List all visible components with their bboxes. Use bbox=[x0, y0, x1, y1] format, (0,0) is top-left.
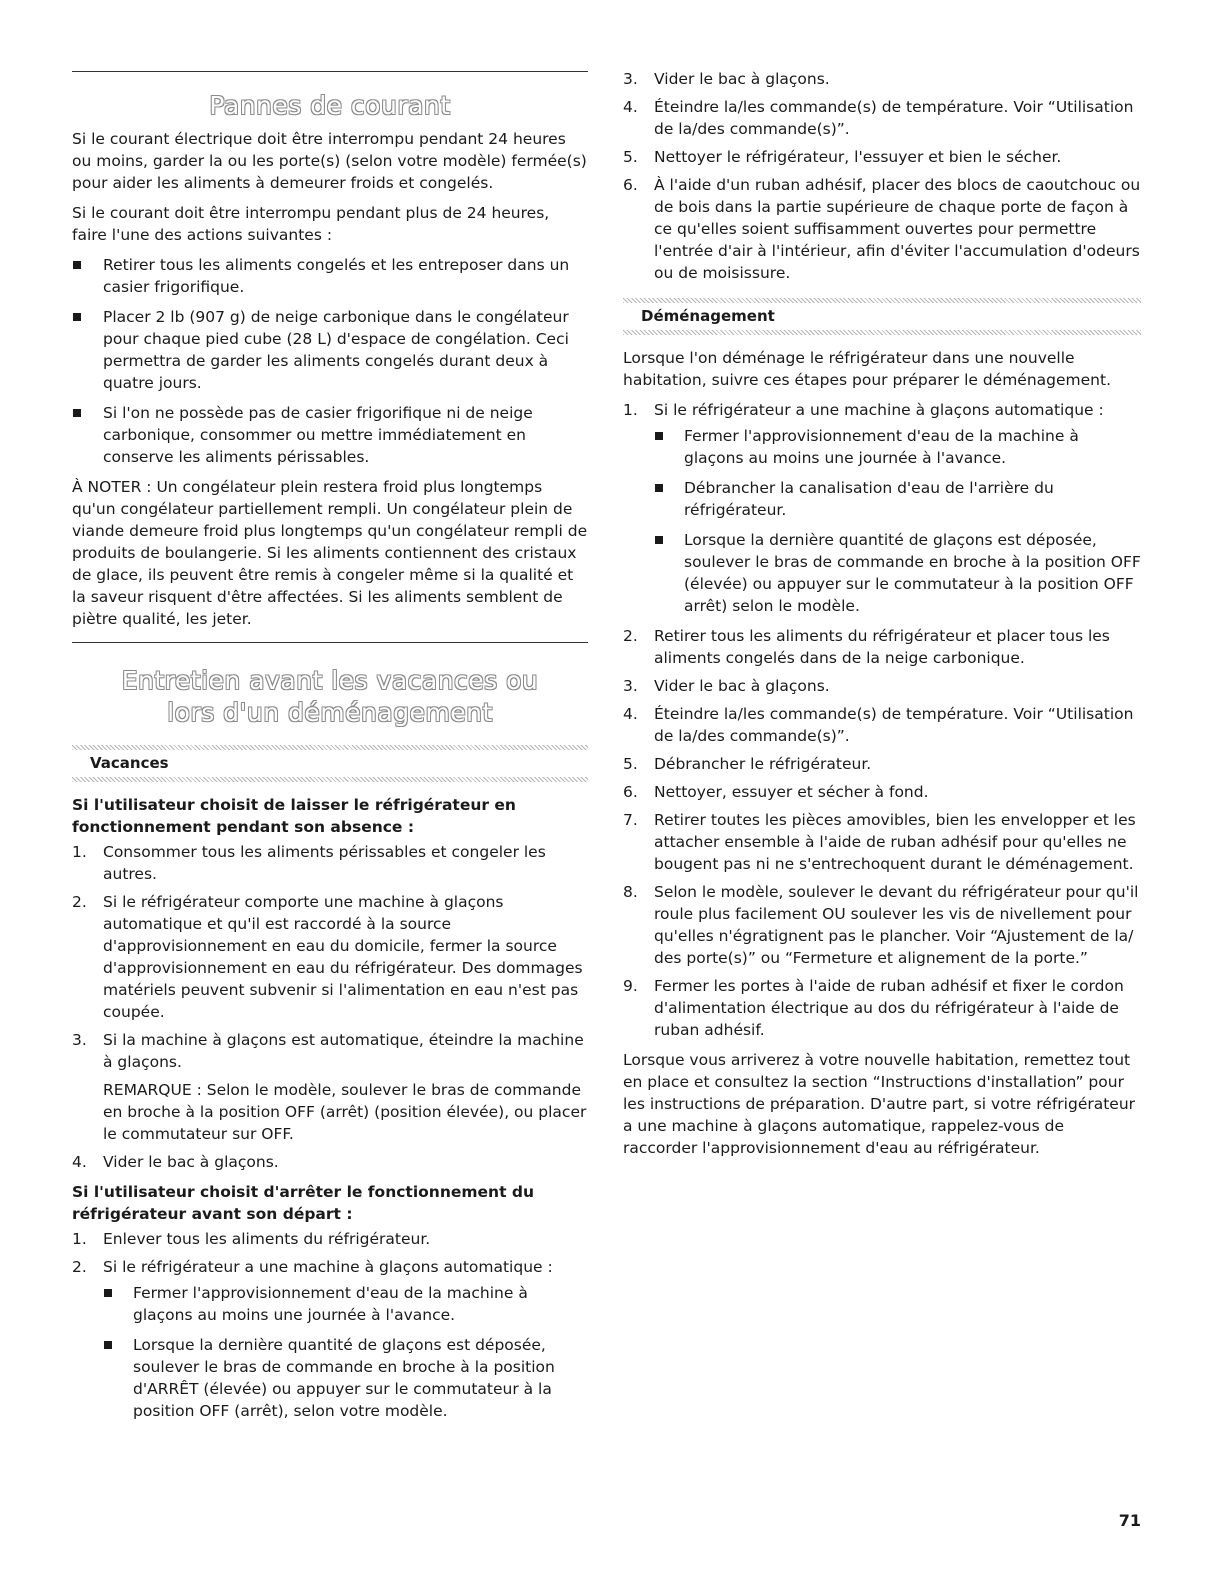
list-item: Placer 2 lb (907 g) de neige carbonique dans le congélateur pour chaque pied cube (28 L) d'espace de congélation. Ceci permettra de garder les aliments congelés durant deux à quatre jours. bbox=[72, 306, 588, 394]
section-title-pannes: Pannes de courant bbox=[209, 91, 451, 120]
list-item bbox=[623, 625, 1141, 669]
numbered-list bbox=[72, 1228, 588, 1422]
item-text: À l'aide d'un ruban adhésif, placer des blocs de caoutchouc ou de bois dans la partie supérieure de chaque porte de façon à ce qu'elles soient suffisamment ouvertes pour permettre l'entrée d'air à l'intérieur, afin d'éviter l'accumulation d'odeurs ou de moisissure. bbox=[654, 176, 1141, 282]
section-rule bbox=[72, 642, 588, 643]
list-item bbox=[623, 753, 1141, 775]
list-item bbox=[72, 1256, 588, 1422]
item-text: Vider le bac à glaçons. bbox=[103, 1153, 279, 1171]
lead-paragraph: Si l'utilisateur choisit de laisser le réfrigérateur en fonctionnement pendant son absence : bbox=[72, 796, 516, 836]
item-number: 6. bbox=[623, 783, 638, 801]
list-item bbox=[72, 1151, 588, 1173]
remarque bbox=[103, 1079, 588, 1145]
list-item bbox=[623, 96, 1141, 140]
item-number: 6. bbox=[623, 176, 638, 194]
item-text: Enlever tous les aliments du réfrigérateur. bbox=[103, 1230, 431, 1248]
list-item bbox=[623, 703, 1141, 747]
note-text: Un congélateur plein restera froid plus longtemps qu'un congélateur partiellement rempli. Un congélateur plein de viande demeure froid plus longtemps qu'un congélateur rempli de produits de boulangerie. Si les aliments contiennent des cristaux de glace, ils peuvent être remis à congeler même si la qualité et la saveur risquent d'être affectées. Si les aliments semblent de piètre qualité, les jeter. bbox=[72, 478, 588, 628]
list-item bbox=[72, 891, 588, 1023]
remarque-text: Selon le modèle, soulever le bras de commande en broche à la position OFF (arrêt) (position élevée), ou placer le commutateur sur OFF. bbox=[103, 1081, 587, 1143]
section-title-entretien-line1: Entretien avant les vacances ou bbox=[121, 666, 539, 695]
item-number: 9. bbox=[623, 977, 638, 995]
left-column bbox=[72, 0, 588, 1430]
list-item bbox=[623, 174, 1141, 284]
list-item: Si l'on ne possède pas de casier frigorifique ni de neige carbonique, consommer ou mettre immédiatement en conserve les aliments périssables. bbox=[72, 402, 588, 468]
item-text: Retirer toutes les pièces amovibles, bien les envelopper et les attacher ensemble à l'aide de ruban adhésif pour qu'elles ne bougent pas ni ne s'entrechoquent durant le déménagement. bbox=[654, 811, 1136, 873]
item-text: Si la machine à glaçons est automatique, éteindre la machine à glaçons. bbox=[103, 1031, 584, 1071]
item-number: 4. bbox=[72, 1153, 87, 1171]
bullet-list bbox=[103, 1282, 588, 1422]
item-number: 3. bbox=[72, 1031, 87, 1049]
item-text: Si le réfrigérateur a une machine à glaçons automatique : bbox=[654, 401, 1104, 419]
item-text: Vider le bac à glaçons. bbox=[654, 677, 830, 695]
item-text: Si le réfrigérateur comporte une machine à glaçons automatique et qu'il est raccordé à la source d'approvisionnement en eau du domicile, fermer la source d'approvisionnement en eau du réfrigérateur. Des dommages matériels peuvent subvenir si l'alimentation en eau n'est pas coupée. bbox=[103, 893, 583, 1021]
note-paragraph bbox=[72, 476, 588, 630]
subhead-bar bbox=[623, 330, 1141, 335]
item-number: 1. bbox=[623, 401, 638, 419]
item-number: 1. bbox=[72, 1230, 87, 1248]
list-item bbox=[623, 809, 1141, 875]
paragraph: Lorsque l'on déménage le réfrigérateur dans une nouvelle habitation, suivre ces étapes pour préparer le déménagement. bbox=[623, 349, 1112, 389]
item-number: 4. bbox=[623, 705, 638, 723]
list-item: Retirer tous les aliments congelés et les entreposer dans un casier frigorifique. bbox=[72, 254, 588, 298]
item-text: Nettoyer le réfrigérateur, l'essuyer et bien le sécher. bbox=[654, 148, 1062, 166]
item-text: Éteindre la/les commande(s) de température. Voir “Utilisation de la/des commande(s)”. bbox=[654, 98, 1134, 138]
item-number: 3. bbox=[623, 677, 638, 695]
subhead-bar bbox=[72, 777, 588, 782]
right-column bbox=[623, 0, 1141, 1167]
bullet-list bbox=[72, 254, 588, 468]
page-number: 71 bbox=[1118, 1511, 1141, 1530]
list-item bbox=[72, 1228, 588, 1250]
paragraph: Lorsque vous arriverez à votre nouvelle habitation, remettez tout en place et consultez la section “Instructions d'installation” pour les instructions de préparation. D'autre part, si votre réfrigérateur a une machine à glaçons automatique, rappelez-vous de raccorder l'approvisionnement d'eau au réfrigérateur. bbox=[623, 1051, 1136, 1157]
paragraph: Si le courant doit être interrompu pendant plus de 24 heures, faire l'une des actions suivantes : bbox=[72, 204, 550, 244]
list-item: Lorsque la dernière quantité de glaçons est déposée, soulever le bras de commande en broche à la position d'ARRÊT (élevée) ou appuyer sur le commutateur à la position OFF (arrêt), selon votre modèle. bbox=[103, 1334, 588, 1422]
subhead-vacances: Vacances bbox=[90, 754, 169, 772]
item-number: 5. bbox=[623, 148, 638, 166]
item-number: 3. bbox=[623, 70, 638, 88]
list-item bbox=[72, 841, 588, 885]
item-text: Débrancher le réfrigérateur. bbox=[654, 755, 872, 773]
list-item: Fermer l'approvisionnement d'eau de la machine à glaçons au moins une journée à l'avance. bbox=[654, 425, 1141, 469]
note-label: À NOTER : bbox=[72, 478, 152, 496]
numbered-list bbox=[72, 841, 588, 1173]
item-text: Fermer les portes à l'aide de ruban adhésif et fixer le cordon d'alimentation électrique au dos du réfrigérateur à l'aide de ruban adhésif. bbox=[654, 977, 1124, 1039]
item-text: Éteindre la/les commande(s) de température. Voir “Utilisation de la/des commande(s)”. bbox=[654, 705, 1134, 745]
section-title-entretien-line2: lors d'un déménagement bbox=[167, 698, 493, 727]
item-text: Selon le modèle, soulever le devant du réfrigérateur pour qu'il roule plus facilement OU soulever les vis de nivellement pour qu'elles n'égratignent pas le plancher. Voir “Ajustement de la/ des porte(s)” ou “Fermeture et alignement de la porte.” bbox=[654, 883, 1139, 967]
remarque-label: REMARQUE : bbox=[103, 1081, 202, 1099]
item-number: 2. bbox=[72, 1258, 87, 1276]
item-number: 4. bbox=[623, 98, 638, 116]
item-number: 7. bbox=[623, 811, 638, 829]
item-text: Consommer tous les aliments périssables et congeler les autres. bbox=[103, 843, 546, 883]
section-rule bbox=[72, 71, 588, 72]
lead-paragraph: Si l'utilisateur choisit d'arrêter le fonctionnement du réfrigérateur avant son départ : bbox=[72, 1183, 535, 1223]
list-item bbox=[623, 881, 1141, 969]
subhead-demenagement: Déménagement bbox=[641, 307, 775, 325]
list-item bbox=[623, 675, 1141, 697]
numbered-list bbox=[623, 399, 1141, 1041]
item-number: 1. bbox=[72, 843, 87, 861]
list-item bbox=[623, 781, 1141, 803]
list-item bbox=[623, 399, 1141, 617]
list-item bbox=[623, 146, 1141, 168]
item-number: 2. bbox=[623, 627, 638, 645]
list-item bbox=[623, 975, 1141, 1041]
paragraph: Si le courant électrique doit être interrompu pendant 24 heures ou moins, garder la ou les porte(s) (selon votre modèle) fermée(s) pour aider les aliments à demeurer froids et congelés. bbox=[72, 130, 587, 192]
item-number: 5. bbox=[623, 755, 638, 773]
list-item bbox=[72, 1029, 588, 1145]
bullet-list bbox=[654, 425, 1141, 617]
list-item bbox=[623, 68, 1141, 90]
item-text: Retirer tous les aliments du réfrigérateur et placer tous les aliments congelés dans de la neige carbonique. bbox=[654, 627, 1110, 667]
list-item: Lorsque la dernière quantité de glaçons est déposée, soulever le bras de commande en broche à la position OFF (élevée) ou appuyer sur le commutateur à la position OFF arrêt) selon le modèle. bbox=[654, 529, 1141, 617]
item-number: 2. bbox=[72, 893, 87, 911]
numbered-list bbox=[623, 68, 1141, 284]
list-item: Fermer l'approvisionnement d'eau de la machine à glaçons au moins une journée à l'avance. bbox=[103, 1282, 588, 1326]
item-number: 8. bbox=[623, 883, 638, 901]
list-item: Débrancher la canalisation d'eau de l'arrière du réfrigérateur. bbox=[654, 477, 1141, 521]
item-text: Nettoyer, essuyer et sécher à fond. bbox=[654, 783, 929, 801]
item-text: Si le réfrigérateur a une machine à glaçons automatique : bbox=[103, 1258, 553, 1276]
item-text: Vider le bac à glaçons. bbox=[654, 70, 830, 88]
